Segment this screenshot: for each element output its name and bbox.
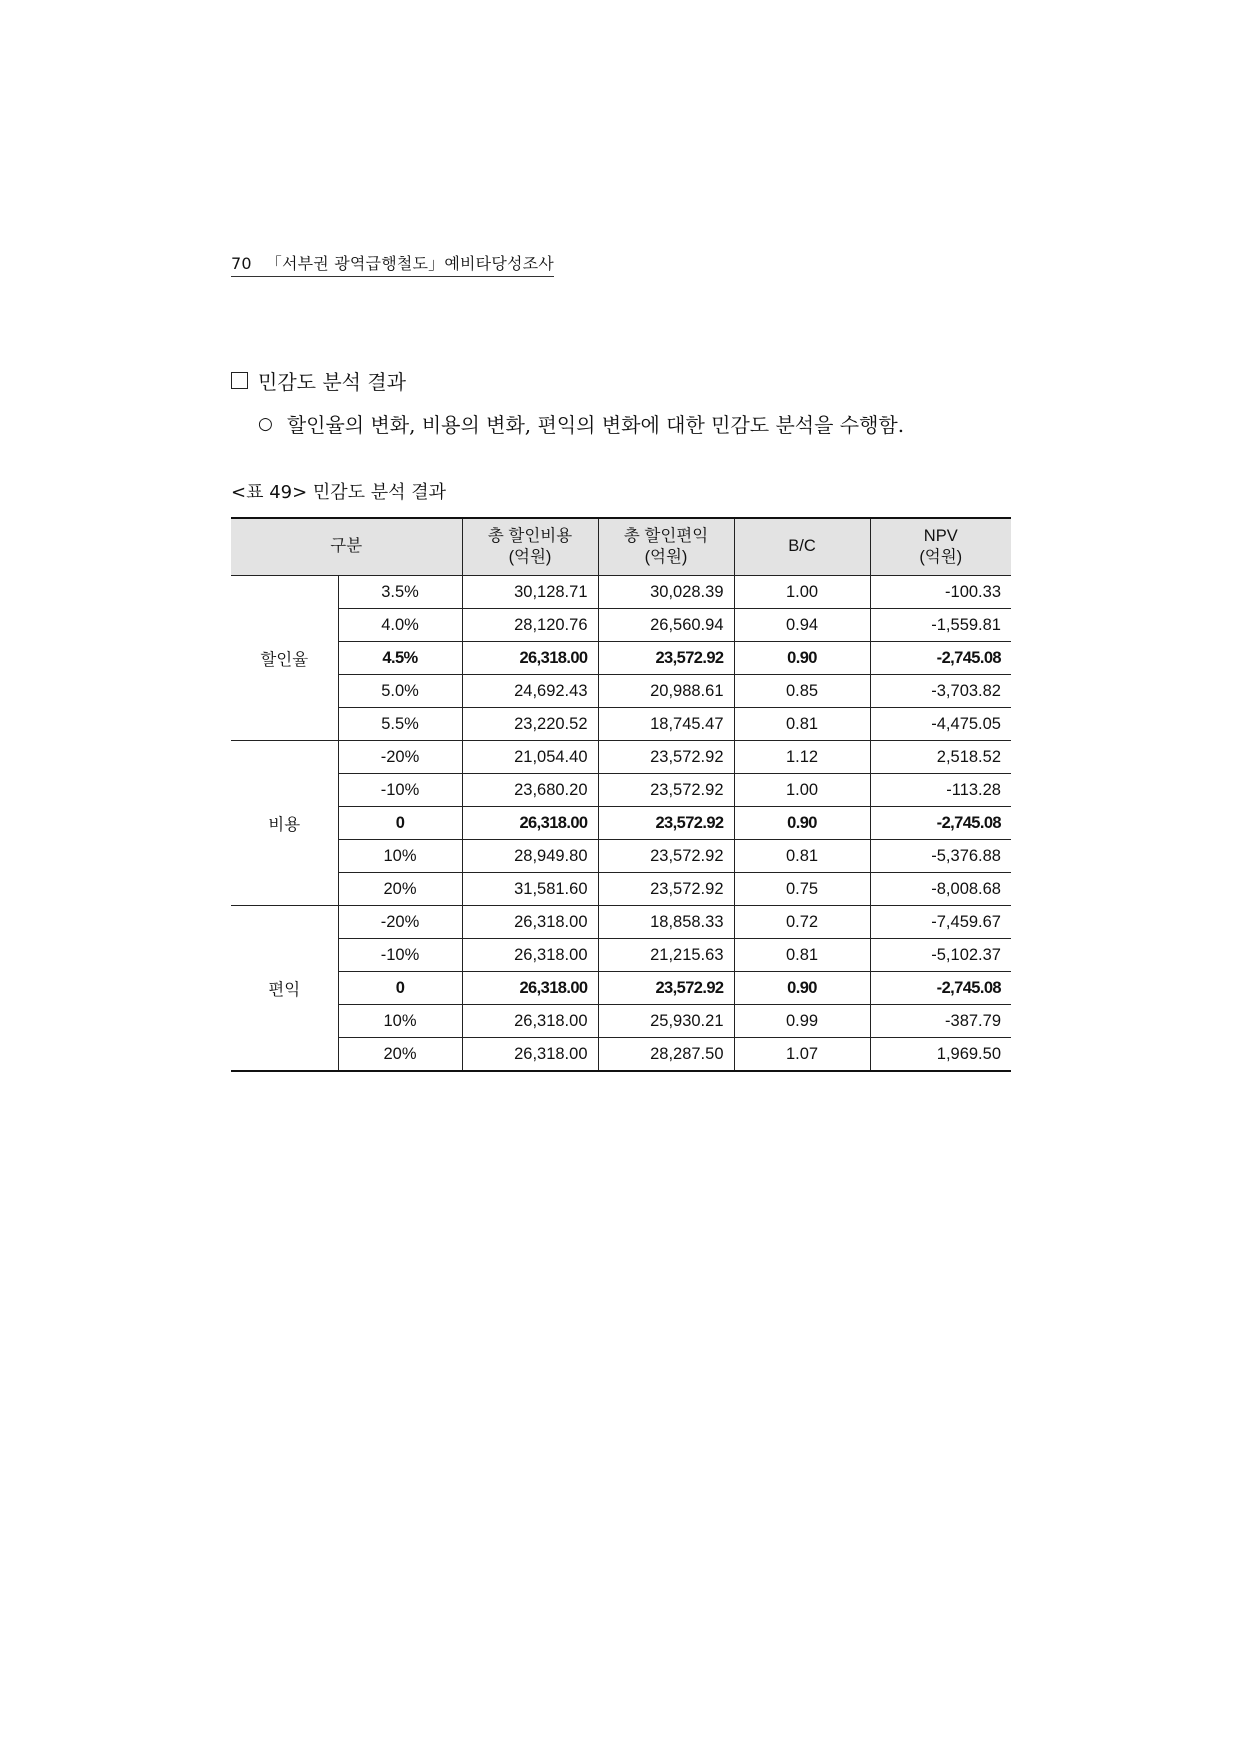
table-row: [231, 840, 1011, 873]
benefit-cell: 23,572.92: [598, 972, 734, 1005]
npv-cell: 1,969.50: [870, 1038, 1011, 1072]
table-row: [231, 576, 1011, 609]
row-key-cell: 20%: [338, 873, 462, 906]
benefit-cell: 25,930.21: [598, 1005, 734, 1038]
bullet-text: 할인율의 변화, 비용의 변화, 편익의 변화에 대한 민감도 분석을 수행함.: [286, 413, 905, 437]
npv-cell: -5,102.37: [870, 939, 1011, 972]
npv-cell: -100.33: [870, 576, 1011, 609]
table-row: [231, 609, 1011, 642]
bc-cell: 0.72: [734, 906, 870, 939]
row-key-cell: 4.0%: [338, 609, 462, 642]
benefit-cell: 18,858.33: [598, 906, 734, 939]
table-row: [231, 906, 1011, 939]
npv-cell: -2,745.08: [870, 642, 1011, 675]
row-key-cell: -10%: [338, 774, 462, 807]
table-row: [231, 642, 1011, 675]
header-total-benefit-label: 총 할인편익: [623, 526, 709, 545]
cost-cell: 26,318.00: [462, 972, 598, 1005]
row-key-cell: 0: [338, 972, 462, 1005]
table-row: [231, 972, 1011, 1005]
group-label: 할인율: [231, 576, 338, 741]
bc-cell: 0.85: [734, 675, 870, 708]
benefit-cell: 20,988.61: [598, 675, 734, 708]
npv-cell: -8,008.68: [870, 873, 1011, 906]
bc-cell: 1.07: [734, 1038, 870, 1072]
benefit-cell: 23,572.92: [598, 774, 734, 807]
sensitivity-table: [231, 517, 1011, 1072]
header-category: 구분: [231, 518, 462, 576]
table-row: [231, 1005, 1011, 1038]
bc-cell: 0.99: [734, 1005, 870, 1038]
row-key-cell: 4.5%: [338, 642, 462, 675]
table-row: [231, 675, 1011, 708]
npv-cell: -4,475.05: [870, 708, 1011, 741]
row-key-cell: -10%: [338, 939, 462, 972]
npv-cell: -7,459.67: [870, 906, 1011, 939]
benefit-cell: 18,745.47: [598, 708, 734, 741]
npv-cell: -1,559.81: [870, 609, 1011, 642]
benefit-cell: 30,028.39: [598, 576, 734, 609]
table-row: [231, 741, 1011, 774]
bc-cell: 0.90: [734, 642, 870, 675]
header-total-cost-unit: (억원): [508, 548, 552, 566]
cost-cell: 28,949.80: [462, 840, 598, 873]
circle-bullet-icon: ○: [258, 413, 273, 434]
benefit-cell: 23,572.92: [598, 642, 734, 675]
table-row: [231, 807, 1011, 840]
section-title: [231, 366, 406, 395]
benefit-cell: 23,572.92: [598, 741, 734, 774]
benefit-cell: 23,572.92: [598, 873, 734, 906]
checkbox-square-icon: [231, 372, 248, 389]
group-label: 편익: [231, 906, 338, 1072]
cost-cell: 26,318.00: [462, 642, 598, 675]
bullet-paragraph: [258, 409, 904, 438]
running-header: [231, 251, 554, 277]
row-key-cell: 10%: [338, 840, 462, 873]
cost-cell: 26,318.00: [462, 807, 598, 840]
cost-cell: 23,220.52: [462, 708, 598, 741]
header-total-cost-label: 총 할인비용: [487, 526, 573, 545]
npv-cell: -2,745.08: [870, 807, 1011, 840]
table-row: [231, 708, 1011, 741]
bc-cell: 1.00: [734, 774, 870, 807]
bc-cell: 0.81: [734, 840, 870, 873]
npv-cell: -5,376.88: [870, 840, 1011, 873]
page-number: 70: [231, 254, 252, 273]
header-npv-unit: (억원): [919, 548, 963, 566]
row-key-cell: 5.0%: [338, 675, 462, 708]
row-key-cell: 20%: [338, 1038, 462, 1072]
row-key-cell: -20%: [338, 741, 462, 774]
row-key-cell: 3.5%: [338, 576, 462, 609]
table-caption: <표 49> 민감도 분석 결과: [231, 482, 447, 503]
table-header-row: [231, 518, 1011, 576]
bc-cell: 0.94: [734, 609, 870, 642]
npv-cell: -2,745.08: [870, 972, 1011, 1005]
benefit-cell: 23,572.92: [598, 807, 734, 840]
group-label: 비용: [231, 741, 338, 906]
table-row: [231, 774, 1011, 807]
benefit-cell: 26,560.94: [598, 609, 734, 642]
table-row: [231, 873, 1011, 906]
cost-cell: 31,581.60: [462, 873, 598, 906]
cost-cell: 26,318.00: [462, 1038, 598, 1072]
cost-cell: 26,318.00: [462, 1005, 598, 1038]
row-key-cell: -20%: [338, 906, 462, 939]
row-key-cell: 5.5%: [338, 708, 462, 741]
header-bc: B/C: [734, 518, 870, 576]
table-row: [231, 1038, 1011, 1072]
cost-cell: 28,120.76: [462, 609, 598, 642]
bc-cell: 1.12: [734, 741, 870, 774]
cost-cell: 30,128.71: [462, 576, 598, 609]
bc-cell: 1.00: [734, 576, 870, 609]
header-total-benefit: [598, 518, 734, 576]
bc-cell: 0.90: [734, 972, 870, 1005]
cost-cell: 26,318.00: [462, 906, 598, 939]
bc-cell: 0.81: [734, 708, 870, 741]
section-title-text: 민감도 분석 결과: [258, 370, 406, 394]
header-total-cost: [462, 518, 598, 576]
cost-cell: 21,054.40: [462, 741, 598, 774]
benefit-cell: 23,572.92: [598, 840, 734, 873]
npv-cell: -387.79: [870, 1005, 1011, 1038]
header-npv: [870, 518, 1011, 576]
bc-cell: 0.81: [734, 939, 870, 972]
cost-cell: 23,680.20: [462, 774, 598, 807]
cost-cell: 24,692.43: [462, 675, 598, 708]
row-key-cell: 10%: [338, 1005, 462, 1038]
benefit-cell: 21,215.63: [598, 939, 734, 972]
benefit-cell: 28,287.50: [598, 1038, 734, 1072]
report-title: 「서부권 광역급행철도」예비타당성조사: [265, 254, 554, 273]
table-row: [231, 939, 1011, 972]
header-total-benefit-unit: (억원): [644, 548, 688, 566]
bc-cell: 0.75: [734, 873, 870, 906]
cost-cell: 26,318.00: [462, 939, 598, 972]
npv-cell: -113.28: [870, 774, 1011, 807]
header-npv-label: NPV: [923, 526, 958, 545]
npv-cell: 2,518.52: [870, 741, 1011, 774]
npv-cell: -3,703.82: [870, 675, 1011, 708]
row-key-cell: 0: [338, 807, 462, 840]
bc-cell: 0.90: [734, 807, 870, 840]
